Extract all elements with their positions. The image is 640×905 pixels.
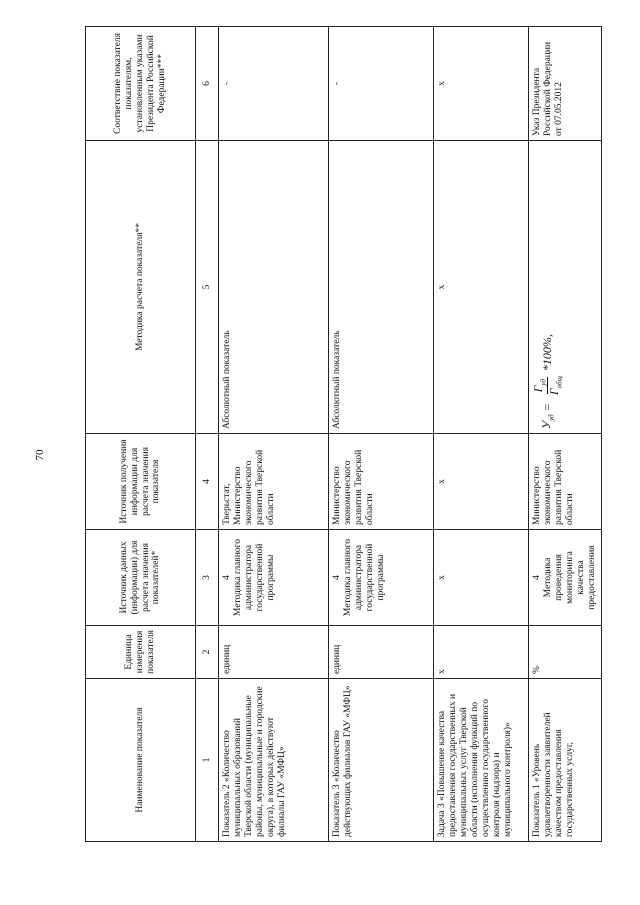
rotated-sheet: [85, 27, 600, 842]
indicator-method-formula: [529, 141, 602, 434]
indicators-table: [85, 26, 602, 842]
indicator-unit: единиц: [329, 626, 434, 679]
header-data-source: Источник данных (информации) для расчета значения показателей*: [86, 530, 196, 626]
table-row: [219, 27, 329, 842]
table-row: [434, 27, 529, 842]
indicator-decree: -: [329, 27, 434, 141]
column-number: 6: [196, 27, 219, 141]
formula-fraction: [532, 374, 564, 397]
formula-numerator: $Г_{уд}$: [531, 378, 548, 393]
header-decree: Соответствие показателя показателям, установленным указами Президента Российской Федерации***: [86, 27, 196, 141]
indicator-name: Показатель 2 «Количество муниципальных образований Тверской области (муниципальные районы, муниципальные и городские округа), в которых действуют филиалы ГАУ «МФЦ»: [219, 679, 329, 842]
indicator-method: Абсолютный показатель: [329, 141, 434, 434]
task-info-source: х: [434, 434, 529, 530]
task-unit: х: [434, 626, 529, 679]
indicator-decree: -: [219, 27, 329, 141]
formula-lhs: $У_{уд}$: [539, 414, 556, 429]
indicator-info-source: Министерство экономического развития Тверской области: [329, 434, 434, 530]
task-data-source: х: [434, 530, 529, 626]
table-row: [529, 27, 602, 842]
formula-tail: *100%,: [540, 334, 555, 372]
indicator-info-source: Тверьстат, Министерство экономического развития Тверской области: [219, 434, 329, 530]
column-number: 1: [196, 679, 219, 842]
column-number: 5: [196, 141, 219, 434]
header-unit: Единица измерения показателя: [86, 626, 196, 679]
header-name: Наименование показателя: [86, 679, 196, 842]
header-method: Методика расчета показателя**: [86, 141, 196, 434]
indicator-data-source: 4 Методика проведения мониторинга качества предоставления: [529, 530, 602, 626]
column-number: 2: [196, 626, 219, 679]
task-decree: х: [434, 27, 529, 141]
indicator-name: Показатель 3 «Количество действующих филиалов ГАУ «МФЦ»: [329, 679, 434, 842]
task-method: х: [434, 141, 529, 434]
indicator-method: Абсолютный показатель: [219, 141, 329, 434]
column-number: 3: [196, 530, 219, 626]
header-row: [86, 27, 196, 842]
indicator-data-source: 4 Методика главного администратора государственной программы: [219, 530, 329, 626]
indicator-unit: единиц: [219, 626, 329, 679]
page-number: 70: [34, 449, 46, 461]
indicator-data-source: 4 Методика главного администратора государственной программы: [329, 530, 434, 626]
formula: [532, 334, 564, 429]
formula-equals: =: [540, 400, 555, 415]
formula-denominator: $Г_{общ}$: [547, 376, 564, 396]
column-number-row: [196, 27, 219, 842]
indicator-name: Показатель 1 «Уровень удовлетворенности заявителей качеством предоставления государственных услуг,: [529, 679, 602, 842]
indicator-unit: %: [529, 626, 602, 679]
indicator-decree: Указ Президента Российской Федерации от 07.05.2012: [529, 27, 602, 141]
header-info-source: Источник получения информации для расчета значения показателя: [86, 434, 196, 530]
indicator-info-source: Министерство экономического развития Тверской области: [529, 434, 602, 530]
column-number: 4: [196, 434, 219, 530]
table-row: [329, 27, 434, 842]
task-name: Задача 3 «Повышение качества предоставления государственных и муниципальных услуг Тверской области (исполнения функций по осуществлению государственного контроля (надзора) и муниципального контроля)»: [434, 679, 529, 842]
